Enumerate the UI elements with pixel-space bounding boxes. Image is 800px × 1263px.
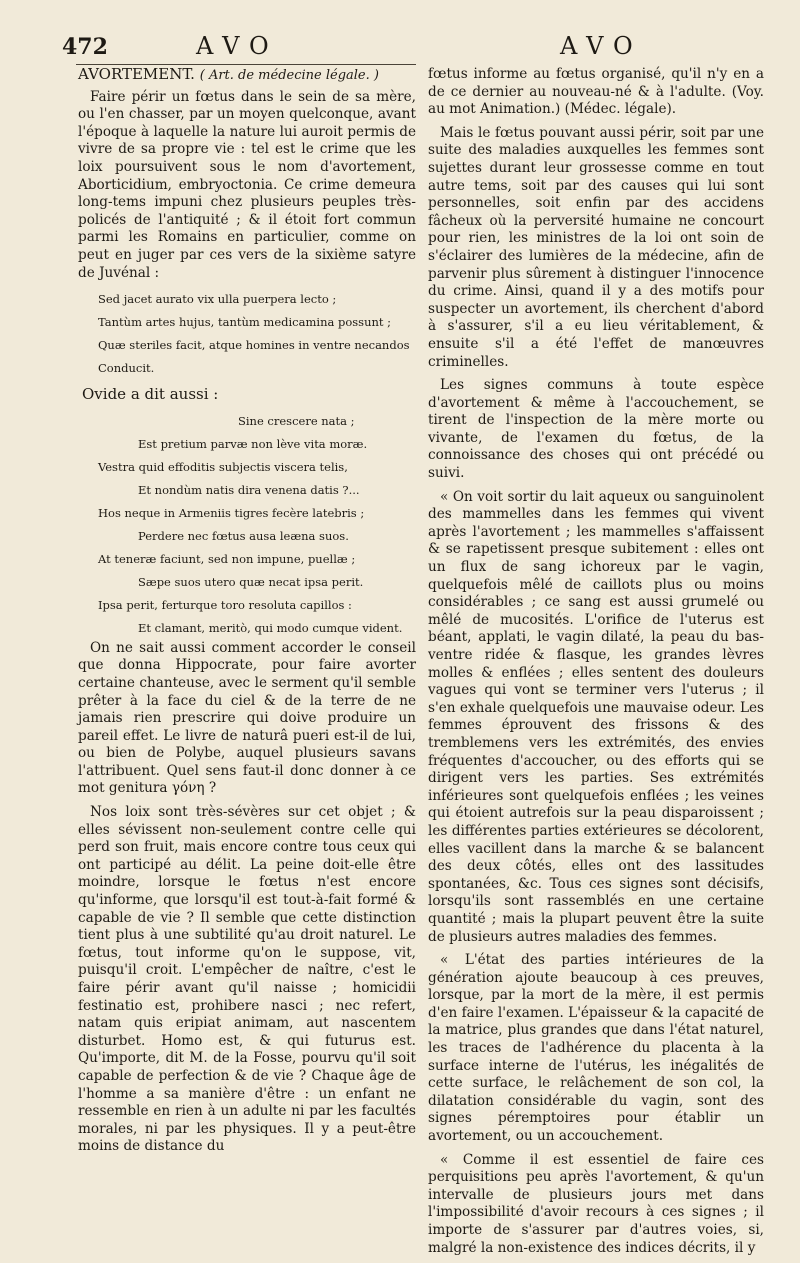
verse-line: Sæpe suos utero quæ necat ipsa perit. xyxy=(138,574,364,589)
right-running-word: AVO xyxy=(560,32,643,60)
paragraph: Mais le fœtus pouvant aussi périr, soit par une suite des maladies auxquelles les femmes sont sujettes durant leur grossesse comme en tout autre tems, soit par des causes qui lui sont personnelles, soit enfin par des accidens fâcheux où la perversité humaine ne concourt pour rien, les ministres de la loi ont soin de s'éclairer des lumières de la médecine, afin de parvenir plus sûrement à distinguer l'innocence du crime. Ainsi, quand il y a des motifs pour suspecter un avortement, ils cherchent d'abord à s'assurer, s'il a eu lieu véritablement, & ensuite s'il a été l'effet de manœuvres criminelles. xyxy=(428,124,764,370)
paragraph: « On voit sortir du lait aqueux ou sanguinolent des mammelles dans les femmes qui vivent après l'avortement ; les mammelles s'affaissent & se rapetissent presque subitement : elles ont un flux de sang ichoreux par le vagin, quelquefois mêlé de caillots plus ou moins considérables ; ce sang est aussi grumelé ou mêlé de mucosités. L'orifice de l'uterus est béant, applati, le vagin dilaté, la peau du bas-ventre ridée & flasque, les grandes lèvres molles & enflées ; elles sentent des douleurs vagues qui vont se terminer vers l'uterus ; il s'en exhale quelquefois une mauvaise odeur. Les femmes éprouvent des frissons & des tremblemens vers les extrémités, des envies fréquentes d'accoucher, ou des efforts qui se dirigent vers les parties. Ses extrémités inférieures sont quelquefois enflées ; les veines qui étoient autrefois sur la peau disparoissent ; les différentes parties extérieures se décolorent, elles vacillent dans la marche & se balancent des deux côtés, elles ont des lassitudes spontanées, &c. Tous ces signes sont décisifs, lorsqu'ils sont rassemblés en une certaine quantité ; mais la plupart peuvent être la suite de plusieurs autres maladies des femmes. xyxy=(428,488,764,945)
verse-line: Tantùm artes hujus, tantùm medicamina possunt ; xyxy=(98,315,392,330)
verse-line: Est pretium parvæ non lève vita moræ. xyxy=(138,436,368,451)
running-head xyxy=(0,32,800,66)
paragraph: fœtus informe au fœtus organisé, qu'il n'y en a de ce dernier au nouveau-né & à l'adulte. (Voy. au mot Animation.) (Médec. légale). xyxy=(428,66,764,118)
juvenal-verse xyxy=(78,288,416,380)
ovide-intro: Ovide a dit aussi : xyxy=(82,385,219,404)
page-number: 472 xyxy=(62,34,108,60)
article-subtitle: ( Art. de médecine légale. ) xyxy=(199,68,379,83)
verse-line: At teneræ faciunt, sed non impune, puellæ ; xyxy=(98,551,356,566)
verse-line: Et clamant, meritò, qui modo cumque vident. xyxy=(138,620,403,635)
verse-line: Sed jacet aurato vix ulla puerpera lecto ; xyxy=(98,292,337,307)
verse-line: Ipsa perit, ferturque toro resoluta capillos : xyxy=(98,597,352,612)
verse-line: Quæ steriles facit, atque homines in ventre necandos xyxy=(98,338,410,353)
paragraph: Faire périr un fœtus dans le sein de sa mère, ou l'en chasser, par un moyen quelconque, avant l'époque à laquelle la nature lui auroit permis de vivre de sa propre vie : tel est le crime que les loix poursuivent sous le nom d'avortement, Aborticidium, embryoctonia. Ce crime demeura long-tems impuni chez plusieurs peuples très-policés de l'antiquité ; & il étoit fort commun parmi les Romains en particulier, comme on peut en juger par ces vers de la sixième satyre de Juvénal : xyxy=(78,88,416,281)
verse-line: Et nondùm natis dira venena datis ?... xyxy=(138,482,360,497)
ovide-verse xyxy=(78,410,416,640)
right-column xyxy=(428,66,764,1263)
verse-line: Conducit. xyxy=(98,361,155,376)
paragraph: On ne sait aussi comment accorder le conseil que donna Hippocrate, pour faire avorter certaine chanteuse, avec le serment qu'il semble prêter à la face du ciel & de la terre de ne jamais rien prescrire qui doive produire un pareil effet. Le livre de naturâ pueri est-il de lui, ou bien de Polybe, auquel plusieurs savans l'attribuent. Quel sens faut-il donc donner à ce mot genitura γόνη ? xyxy=(78,639,416,797)
verse-line: Vestra quid effoditis subjectis viscera telis, xyxy=(98,459,348,474)
verse-line: Perdere nec fœtus ausa leæna suos. xyxy=(138,528,349,543)
paragraph: « Comme il est essentiel de faire ces perquisitions peu après l'avortement, & qu'un intervalle de plusieurs jours met dans l'impossibilité d'avoir recours à ces signes ; il importe de s'assurer par d'autres voies, si, malgré la non-existence des indices décrits, il y xyxy=(428,1151,764,1256)
left-running-word: AVO xyxy=(196,32,279,60)
paragraph: Nos loix sont très-sévères sur cet objet ; & elles sévissent non-seulement contre celle qui perd son fruit, mais encore contre tous ceux qui ont participé au délit. La peine doit-elle être moindre, lorsque le fœtus n'est encore qu'informe, que lorsqu'il est tout-à-fait formé & capable de vie ? Il semble que cette distinction tient plus à une subtilité qu'au droit naturel. Le fœtus, tout informe qu'on le suppose, vit, puisqu'il croit. L'empêcher de naître, c'est le faire périr avant qu'il naisse ; homicidii festinatio est, prohibere nasci ; nec refert, natam quis eripiat animam, aut nascentem disturbet. Homo est, & qui futurus est. Qu'importe, dit M. de la Fosse, pourvu qu'il soit capable de perfection & de vie ? Chaque âge de l'homme a sa manière d'être : un enfant ne ressemble en rien à un adulte ni par les facultés morales, ni par les physiques. Il y a peut-être moins de distance du xyxy=(78,804,416,1155)
article-title-word: AVORTEMENT. xyxy=(78,65,195,83)
paragraph: Les signes communs à toute espèce d'avortement & même à l'accouchement, se tirent de l'inspection de la mère morte ou vivante, de l'examen du fœtus, de la connoissance des choses qui ont précédé ou suivi. xyxy=(428,377,764,482)
verse-line: Sine crescere nata ; xyxy=(238,413,355,428)
left-column xyxy=(78,66,416,1162)
article-title xyxy=(78,66,416,85)
verse-line: Hos neque in Armeniis tigres fecère latebris ; xyxy=(98,505,365,520)
paragraph: « L'état des parties intérieures de la génération ajoute beaucoup à ces preuves, lorsque, par la mort de la mère, il est permis d'en faire l'examen. L'épaisseur & la capacité de la matrice, plus grandes que dans l'état naturel, les traces de l'adhérence du placenta à la surface interne de l'utérus, les inégalités de cette surface, le relâchement de son col, la dilatation considérable du vagin, sont des signes péremptoires pour établir un avortement, ou un accouchement. xyxy=(428,952,764,1145)
